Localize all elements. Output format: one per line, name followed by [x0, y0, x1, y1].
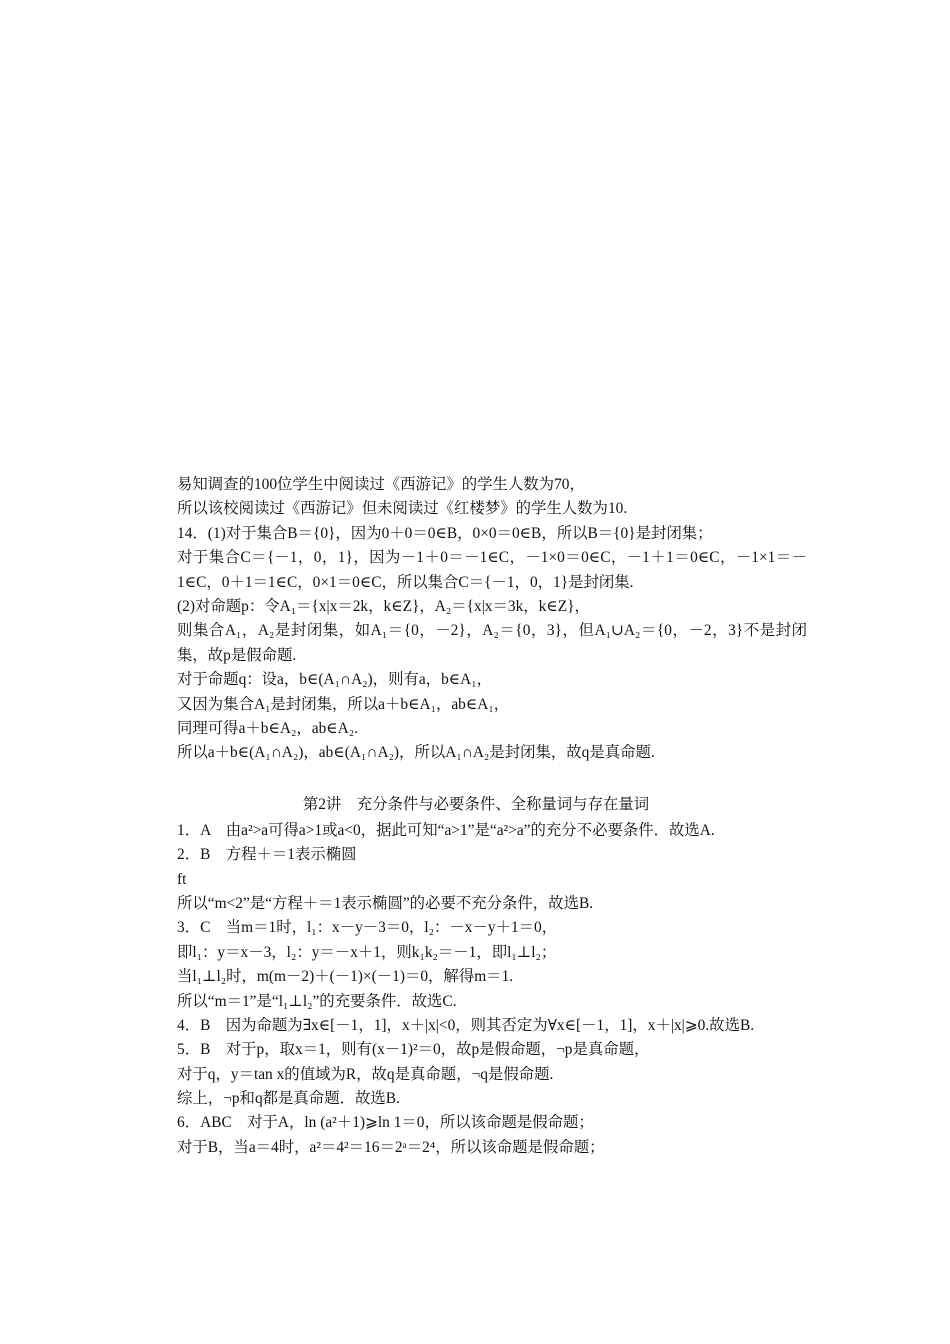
text-line: 所以该校阅读过《西游记》但未阅读过《红楼梦》的学生人数为10. [177, 500, 628, 518]
text-line: 综上，¬p和q都是真命题．故选B. [177, 1090, 400, 1108]
text-line: 3．C 当m＝1时，l₁：x－y－3＝0，l₂：－x－y＋1＝0， [177, 919, 558, 937]
text-line: 所以“m＝1”是“l₁⊥l₂”的充要条件．故选C. [177, 992, 457, 1010]
answer-content [145, 473, 807, 1160]
text-paragraph: 对于集合C＝{－1，0，1}，因为－1＋0＝－1∈C，－1×0＝0∈C，－1＋1＝0∈C，－1×1＝－1∈C，0＋1＝1∈C，0×1＝0∈C，所以集合C＝{－1，0，1}是封闭集. [177, 549, 807, 591]
text-line: 6．ABC 对于A，ln (a²＋1)⩾ln 1＝0，所以该命题是假命题； [177, 1114, 594, 1132]
text-line: 5．B 对于p，取x＝1，则有(x－1)²＝0，故p是假命题，¬p是真命题， [177, 1041, 650, 1059]
text-line: 又因为集合A₁是封闭集，所以a＋b∈A₁，ab∈A₁， [177, 695, 510, 713]
text-paragraph: 4．B 因为命题为∃x∈[－1，1]，x＋|x|<0，则其否定为∀x∈[－1，1]，x＋|x|⩾0.故选B. [177, 1016, 755, 1034]
text-line: 当l₁⊥l₂时，m(m－2)＋(－1)×(－1)＝0，解得m＝1. [177, 968, 514, 986]
text-line: 对于命题q：设a，b∈(A₁∩A₂)，则有a，b∈A₁， [177, 671, 493, 689]
text-paragraph: 则集合A₁，A₂是封闭集，如A₁＝{0，－2}，A₂＝{0，3}，但A₁∪A₂＝{0，－2，3}不是封闭集，故p是假命题. [177, 622, 807, 664]
text-line: 同理可得a＋b∈A₂，ab∈A₂. [177, 719, 358, 737]
text-line: 对于B，当a＝4时，a²＝4²＝16＝2ᵃ＝2⁴，所以该命题是假命题； [177, 1138, 605, 1156]
text-line: 易知调查的100位学生中阅读过《西游记》的学生人数为70， [177, 476, 585, 493]
text-paragraph: 1．A 由a²>a可得a>1或a<0，据此可知“a>1”是“a²>a”的充分不必要条件．故选A. [177, 821, 715, 839]
text-line: (2)对命题p：令A₁＝{x|x＝2k，k∈Z}，A₂＝{x|x＝3k，k∈Z}， [177, 597, 590, 615]
text-line: 2．B 方程＋＝1表示椭圆 [177, 846, 357, 864]
text-line: 14．(1)对于集合B＝{0}，因为0＋0＝0∈B，0×0＝0∈B，所以B＝{0}是封闭集； [177, 524, 713, 542]
text-line: 对于q，y＝tan x的值域为R，故q是真命题，¬q是假命题. [177, 1065, 554, 1083]
text-line: 所以a＋b∈(A₁∩A₂)，ab∈(A₁∩A₂)，所以A₁∩A₂是封闭集，故q是真命题. [177, 744, 655, 762]
text-line: 所以“m<2”是“方程＋＝1表示椭圆”的必要不充分条件，故选B. [177, 894, 594, 912]
text-line: 即l₁：y＝x－3，l₂：y＝－x＋1，则k₁k₂＝－1，即l₁⊥l₂； [177, 943, 557, 961]
text-line: ft [177, 870, 187, 888]
section-title: 第2讲 充分条件与必要条件、全称量词与存在量词 [302, 795, 650, 813]
